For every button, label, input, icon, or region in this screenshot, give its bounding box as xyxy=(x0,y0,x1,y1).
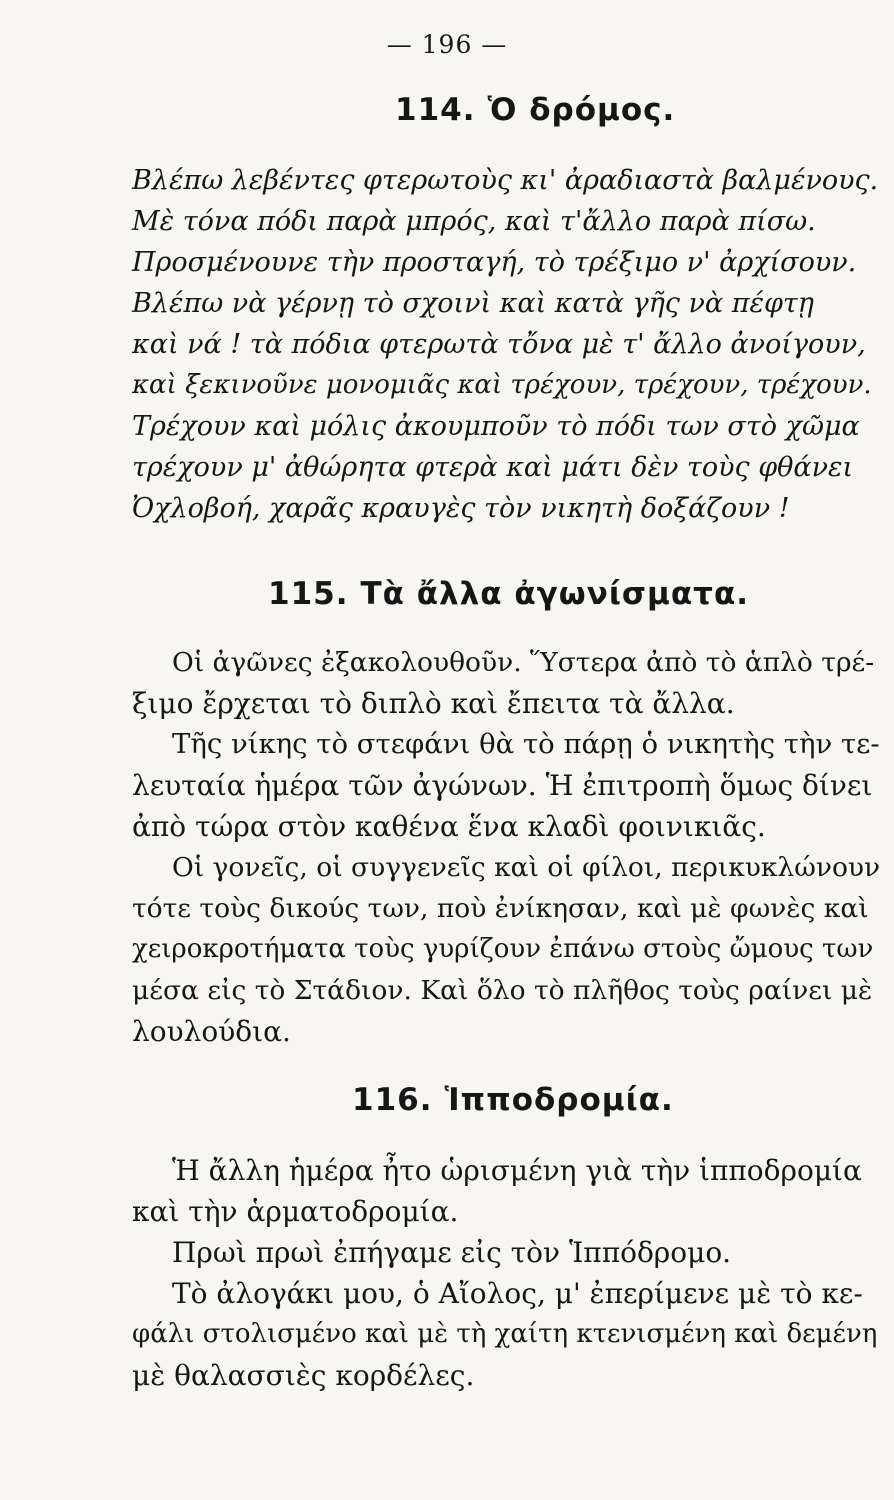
text-line: φάλι στολισμένο καὶ μὲ τὴ χαίτη κτενισμένη καὶ δεμένη xyxy=(132,1319,878,1349)
text-line: μὲ θαλασσιὲς κορδέλες. xyxy=(132,1359,475,1392)
section-116-text xyxy=(132,1150,878,1396)
poem-line: Ὀχλοβοή, χαρᾶς κραυγὲς τὸν νικητὴ δοξάζουν ! xyxy=(132,493,790,524)
text-line: Τὸ ἀλογάκι μου, ὁ Αἴολος, μ' ἐπερίμενε μὲ τὸ κε- xyxy=(172,1277,863,1310)
page-number: — 196 — xyxy=(386,30,508,59)
text-line: ξιμο ἔρχεται τὸ διπλὸ καὶ ἔπειτα τὰ ἄλλα. xyxy=(132,687,735,720)
poem-line: Βλέπω λεβέντες φτερωτοὺς κι' ἀραδιαστὰ βαλμένους. xyxy=(132,165,879,196)
section-number: 114. xyxy=(395,92,476,128)
text-line: Ἡ ἄλλη ἡμέρα ἦτο ὡρισμένη γιὰ τὴν ἱπποδρομία xyxy=(172,1154,862,1187)
section-115-text xyxy=(132,642,881,1052)
poem-line: καὶ νά ! τὰ πόδια φτερωτὰ τὄνα μὲ τ' ἄλλο ἀνοίγουν, xyxy=(132,329,866,360)
section-114-poem xyxy=(132,160,879,529)
text-line: μέσα εἰς τὸ Στάδιον. Καὶ ὅλο τὸ πλῆθος τοὺς ραίνει μὲ xyxy=(132,975,873,1006)
section-number: 115. xyxy=(268,576,349,612)
text-line: καὶ τὴν ἁρματοδρομία. xyxy=(132,1195,459,1228)
text-line: Οἱ ἀγῶνες ἐξακολουθοῦν. Ὕστερα ἀπὸ τὸ ἁπλὸ τρέ- xyxy=(172,647,875,678)
poem-line: τρέχουν μ' ἀθώρητα φτερὰ καὶ μάτι δὲν τοὺς φθάνει xyxy=(132,452,854,483)
section-114-heading xyxy=(395,92,795,128)
section-title: Τὰ ἄλλα ἀγωνίσματα. xyxy=(360,576,750,612)
text-line: ἀπὸ τώρα στὸν καθένα ἕνα κλαδὶ φοινικιᾶς. xyxy=(132,810,766,843)
section-116-heading xyxy=(352,1082,772,1118)
text-line: λευταία ἡμέρα τῶν ἀγώνων. Ἡ ἐπιτροπὴ ὅμως δίνει xyxy=(132,769,873,802)
poem-line: Βλέπω νὰ γέρνῃ τὸ σχοινὶ καὶ κατὰ γῆς νὰ πέφτῃ xyxy=(132,288,814,319)
poem-line: καὶ ξεκινοῦνε μονομιᾶς καὶ τρέχουν, τρέχουν, τρέχουν. xyxy=(132,370,872,400)
text-line: Πρωὶ πρωὶ ἐπήγαμε εἰς τὸν Ἱππόδρομο. xyxy=(172,1236,732,1269)
section-115-heading xyxy=(268,576,788,612)
poem-line: Τρέχουν καὶ μόλις ἀκουμποῦν τὸ πόδι των στὸ χῶμα xyxy=(132,411,860,442)
section-number: 116. xyxy=(352,1082,433,1118)
section-title: Ἱπποδρομία. xyxy=(444,1082,674,1118)
text-line: Οἱ γονεῖς, οἱ συγγενεῖς καὶ οἱ φίλοι, περικυκλώνουν xyxy=(172,852,881,883)
poem-line: Μὲ τόνα πόδι παρὰ μπρός, καὶ τ'ἄλλο παρὰ πίσω. xyxy=(132,206,816,237)
text-line: Τῆς νίκης τὸ στεφάνι θὰ τὸ πάρῃ ὁ νικητὴς τὴν τε- xyxy=(172,728,880,760)
text-line: τότε τοὺς δικούς των, ποὺ ἐνίκησαν, καὶ μὲ φωνὲς καὶ xyxy=(132,893,869,924)
text-line: λουλούδια. xyxy=(132,1015,291,1048)
text-line: χειροκροτήματα τοὺς γυρίζουν ἐπάνω στοὺς ὤμους των xyxy=(132,934,874,964)
section-title: Ὁ δρόμος. xyxy=(487,92,676,128)
poem-line: Προσμένουνε τὴν προσταγή, τὸ τρέξιμο ν' ἀρχίσουν. xyxy=(132,247,857,278)
